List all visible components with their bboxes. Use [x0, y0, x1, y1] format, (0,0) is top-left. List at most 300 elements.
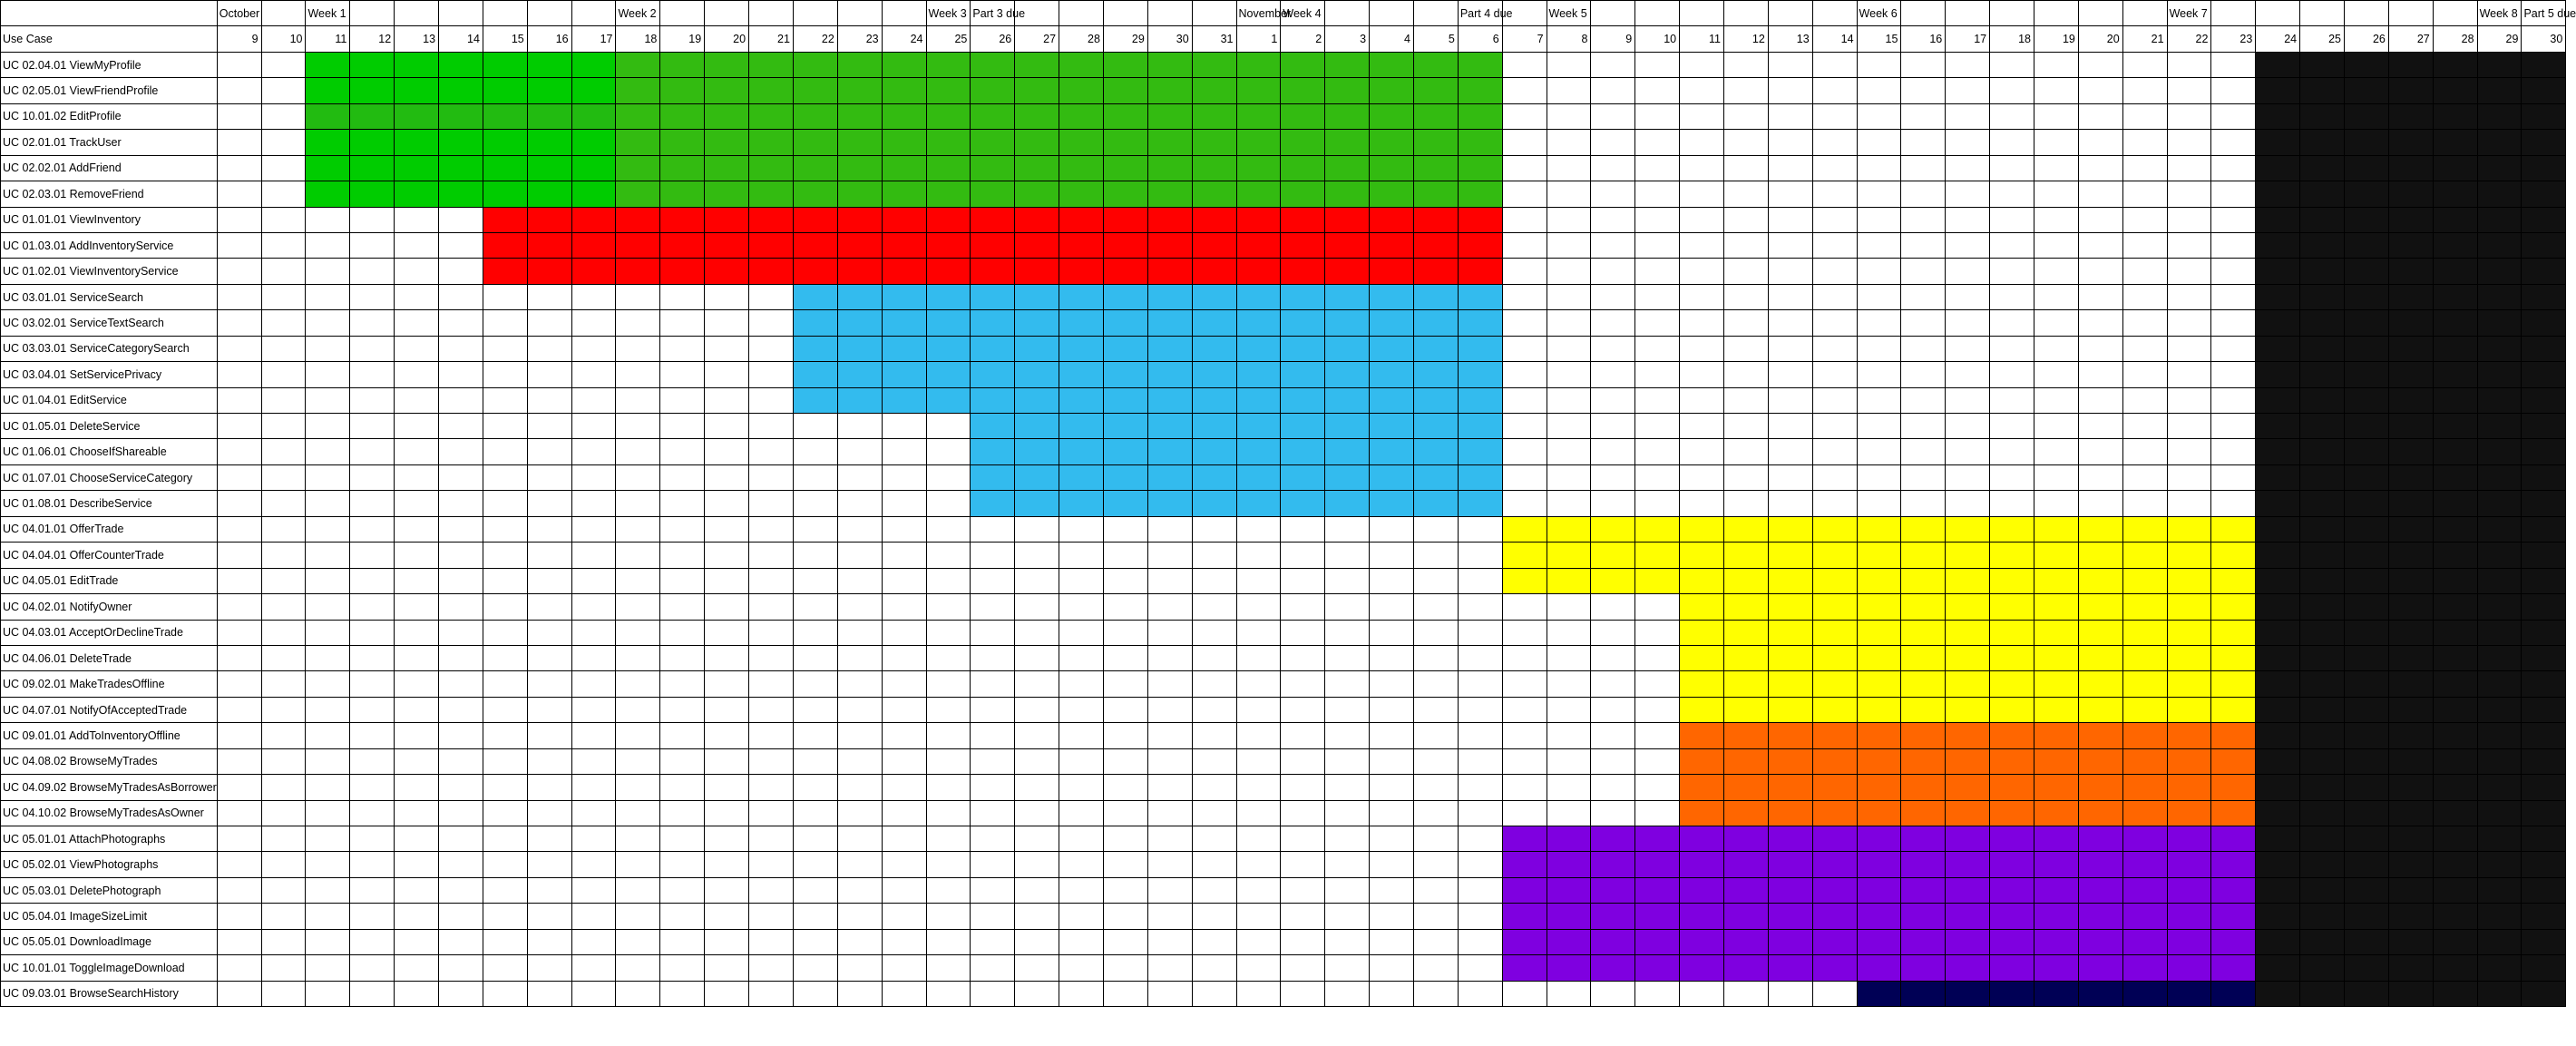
- blocked-cell[interactable]: [2388, 826, 2433, 852]
- date-header-cell[interactable]: 14: [439, 26, 483, 52]
- gantt-bar-cell[interactable]: [1325, 439, 1370, 464]
- gantt-bar-cell[interactable]: [971, 78, 1015, 103]
- gantt-bar-cell[interactable]: [1281, 232, 1325, 258]
- empty-cell[interactable]: [2122, 155, 2167, 181]
- empty-cell[interactable]: [350, 232, 395, 258]
- empty-cell[interactable]: [882, 775, 926, 800]
- gantt-bar-cell[interactable]: [1325, 78, 1370, 103]
- empty-cell[interactable]: [1370, 852, 1414, 877]
- empty-cell[interactable]: [1946, 103, 1990, 129]
- blocked-cell[interactable]: [2345, 284, 2389, 309]
- empty-cell[interactable]: [926, 439, 971, 464]
- empty-cell[interactable]: [2345, 1, 2389, 26]
- empty-cell[interactable]: [1591, 155, 1635, 181]
- empty-cell[interactable]: [1370, 929, 1414, 954]
- blocked-cell[interactable]: [2256, 620, 2300, 645]
- gantt-bar-cell[interactable]: [1502, 516, 1547, 542]
- gantt-bar-cell[interactable]: [1192, 491, 1236, 516]
- empty-cell[interactable]: [1547, 671, 1591, 697]
- empty-cell[interactable]: [1147, 775, 1192, 800]
- empty-cell[interactable]: [527, 594, 571, 620]
- empty-cell[interactable]: [1147, 904, 1192, 929]
- blocked-cell[interactable]: [2345, 671, 2389, 697]
- empty-cell[interactable]: [1591, 671, 1635, 697]
- blocked-cell[interactable]: [2433, 671, 2477, 697]
- empty-cell[interactable]: [749, 439, 794, 464]
- date-header-cell[interactable]: 20: [705, 26, 749, 52]
- empty-cell[interactable]: [1103, 904, 1147, 929]
- empty-cell[interactable]: [350, 259, 395, 284]
- empty-cell[interactable]: [217, 877, 261, 903]
- empty-cell[interactable]: [527, 877, 571, 903]
- empty-cell[interactable]: [660, 877, 705, 903]
- empty-cell[interactable]: [1103, 852, 1147, 877]
- empty-cell[interactable]: [217, 852, 261, 877]
- empty-cell[interactable]: [1458, 723, 1502, 748]
- empty-cell[interactable]: [749, 929, 794, 954]
- gantt-bar-cell[interactable]: [2034, 748, 2078, 774]
- empty-cell[interactable]: [1591, 78, 1635, 103]
- gantt-bar-cell[interactable]: [2034, 620, 2078, 645]
- empty-cell[interactable]: [2034, 362, 2078, 387]
- blocked-cell[interactable]: [2433, 78, 2477, 103]
- empty-cell[interactable]: [1413, 826, 1458, 852]
- empty-cell[interactable]: [705, 568, 749, 593]
- gantt-bar-cell[interactable]: [2122, 697, 2167, 722]
- empty-cell[interactable]: [660, 800, 705, 826]
- blocked-cell[interactable]: [2300, 594, 2345, 620]
- gantt-bar-cell[interactable]: [2122, 929, 2167, 954]
- blocked-cell[interactable]: [2388, 310, 2433, 336]
- empty-cell[interactable]: [1325, 852, 1370, 877]
- empty-cell[interactable]: [350, 284, 395, 309]
- gantt-bar-cell[interactable]: [882, 310, 926, 336]
- gantt-bar-cell[interactable]: [1946, 877, 1990, 903]
- empty-cell[interactable]: [837, 594, 882, 620]
- gantt-bar-cell[interactable]: [705, 130, 749, 155]
- gantt-bar-cell[interactable]: [882, 181, 926, 207]
- empty-cell[interactable]: [1680, 259, 1724, 284]
- gantt-bar-cell[interactable]: [1946, 981, 1990, 1006]
- empty-cell[interactable]: [2122, 232, 2167, 258]
- empty-cell[interactable]: [2034, 78, 2078, 103]
- empty-cell[interactable]: [926, 414, 971, 439]
- gantt-bar-cell[interactable]: [1723, 929, 1768, 954]
- empty-cell[interactable]: [1812, 130, 1857, 155]
- gantt-bar-cell[interactable]: [1147, 284, 1192, 309]
- gantt-bar-cell[interactable]: [1192, 103, 1236, 129]
- empty-cell[interactable]: [705, 439, 749, 464]
- empty-cell[interactable]: [350, 464, 395, 490]
- gantt-bar-cell[interactable]: [616, 259, 660, 284]
- gantt-bar-cell[interactable]: [971, 52, 1015, 77]
- empty-cell[interactable]: [1502, 155, 1547, 181]
- empty-cell[interactable]: [1015, 594, 1059, 620]
- empty-cell[interactable]: [261, 414, 306, 439]
- empty-cell[interactable]: [217, 671, 261, 697]
- empty-cell[interactable]: [1635, 207, 1680, 232]
- empty-cell[interactable]: [306, 852, 350, 877]
- gantt-bar-cell[interactable]: [1458, 491, 1502, 516]
- empty-cell[interactable]: [2122, 310, 2167, 336]
- blocked-cell[interactable]: [2433, 155, 2477, 181]
- blocked-cell[interactable]: [2477, 671, 2522, 697]
- empty-cell[interactable]: [1635, 620, 1680, 645]
- empty-cell[interactable]: [926, 620, 971, 645]
- empty-cell[interactable]: [882, 904, 926, 929]
- empty-cell[interactable]: [882, 1, 926, 26]
- empty-cell[interactable]: [1547, 775, 1591, 800]
- empty-cell[interactable]: [971, 852, 1015, 877]
- empty-cell[interactable]: [483, 826, 527, 852]
- empty-cell[interactable]: [483, 697, 527, 722]
- gantt-bar-cell[interactable]: [1281, 310, 1325, 336]
- timeline-label[interactable]: [1458, 1, 1513, 26]
- empty-cell[interactable]: [1458, 826, 1502, 852]
- blocked-cell[interactable]: [2300, 207, 2345, 232]
- empty-cell[interactable]: [1370, 800, 1414, 826]
- empty-cell[interactable]: [705, 826, 749, 852]
- blocked-cell[interactable]: [2433, 439, 2477, 464]
- empty-cell[interactable]: [1635, 645, 1680, 670]
- gantt-bar-cell[interactable]: [1635, 955, 1680, 981]
- empty-cell[interactable]: [2034, 1, 2078, 26]
- gantt-bar-cell[interactable]: [1059, 439, 1104, 464]
- empty-cell[interactable]: [926, 826, 971, 852]
- gantt-bar-cell[interactable]: [1192, 310, 1236, 336]
- empty-cell[interactable]: [793, 981, 837, 1006]
- empty-cell[interactable]: [749, 904, 794, 929]
- gantt-bar-cell[interactable]: [926, 78, 971, 103]
- empty-cell[interactable]: [705, 981, 749, 1006]
- gantt-bar-cell[interactable]: [1768, 929, 1812, 954]
- gantt-bar-cell[interactable]: [1103, 414, 1147, 439]
- blocked-cell[interactable]: [2477, 981, 2522, 1006]
- blocked-cell[interactable]: [2433, 103, 2477, 129]
- gantt-bar-cell[interactable]: [1680, 877, 1724, 903]
- empty-cell[interactable]: [483, 671, 527, 697]
- empty-cell[interactable]: [1723, 491, 1768, 516]
- gantt-bar-cell[interactable]: [1591, 904, 1635, 929]
- gantt-bar-cell[interactable]: [749, 52, 794, 77]
- blocked-cell[interactable]: [2433, 491, 2477, 516]
- empty-cell[interactable]: [1502, 748, 1547, 774]
- empty-cell[interactable]: [2211, 491, 2256, 516]
- empty-cell[interactable]: [1147, 645, 1192, 670]
- empty-cell[interactable]: [1236, 723, 1281, 748]
- gantt-bar-cell[interactable]: [1635, 543, 1680, 568]
- empty-cell[interactable]: [217, 516, 261, 542]
- empty-cell[interactable]: [306, 491, 350, 516]
- empty-cell[interactable]: [2167, 103, 2211, 129]
- empty-cell[interactable]: [1325, 981, 1370, 1006]
- empty-cell[interactable]: [616, 284, 660, 309]
- gantt-bar-cell[interactable]: [1236, 362, 1281, 387]
- gantt-bar-cell[interactable]: [1236, 414, 1281, 439]
- gantt-bar-cell[interactable]: [1103, 491, 1147, 516]
- empty-cell[interactable]: [527, 775, 571, 800]
- gantt-bar-cell[interactable]: [749, 78, 794, 103]
- gantt-bar-cell[interactable]: [395, 103, 439, 129]
- gantt-bar-cell[interactable]: [1015, 181, 1059, 207]
- empty-cell[interactable]: [1946, 387, 1990, 413]
- empty-cell[interactable]: [1990, 181, 2034, 207]
- timeline-label[interactable]: [616, 1, 660, 26]
- empty-cell[interactable]: [483, 800, 527, 826]
- empty-cell[interactable]: [971, 800, 1015, 826]
- gantt-bar-cell[interactable]: [1192, 155, 1236, 181]
- empty-cell[interactable]: [1059, 929, 1104, 954]
- gantt-bar-cell[interactable]: [1147, 439, 1192, 464]
- blocked-cell[interactable]: [2345, 310, 2389, 336]
- empty-cell[interactable]: [1502, 620, 1547, 645]
- empty-cell[interactable]: [1635, 130, 1680, 155]
- empty-cell[interactable]: [926, 981, 971, 1006]
- empty-cell[interactable]: [1192, 904, 1236, 929]
- empty-cell[interactable]: [1812, 259, 1857, 284]
- blocked-cell[interactable]: [2477, 130, 2522, 155]
- gantt-bar-cell[interactable]: [1946, 543, 1990, 568]
- empty-cell[interactable]: [2034, 414, 2078, 439]
- gantt-bar-cell[interactable]: [616, 232, 660, 258]
- empty-cell[interactable]: [2167, 336, 2211, 361]
- blocked-cell[interactable]: [2433, 181, 2477, 207]
- blocked-cell[interactable]: [2256, 155, 2300, 181]
- blocked-cell[interactable]: [2433, 362, 2477, 387]
- gantt-bar-cell[interactable]: [1812, 645, 1857, 670]
- empty-cell[interactable]: [1059, 800, 1104, 826]
- empty-cell[interactable]: [1370, 697, 1414, 722]
- gantt-bar-cell[interactable]: [749, 207, 794, 232]
- empty-cell[interactable]: [1946, 310, 1990, 336]
- empty-cell[interactable]: [1103, 568, 1147, 593]
- empty-cell[interactable]: [1059, 516, 1104, 542]
- empty-cell[interactable]: [439, 310, 483, 336]
- empty-cell[interactable]: [1946, 259, 1990, 284]
- empty-cell[interactable]: [1059, 748, 1104, 774]
- empty-cell[interactable]: [571, 800, 616, 826]
- gantt-bar-cell[interactable]: [1768, 775, 1812, 800]
- blocked-cell[interactable]: [2256, 594, 2300, 620]
- blocked-cell[interactable]: [2388, 516, 2433, 542]
- empty-cell[interactable]: [350, 362, 395, 387]
- empty-cell[interactable]: [1059, 775, 1104, 800]
- empty-cell[interactable]: [971, 748, 1015, 774]
- blocked-cell[interactable]: [2256, 723, 2300, 748]
- gantt-bar-cell[interactable]: [1901, 645, 1946, 670]
- blocked-cell[interactable]: [2300, 464, 2345, 490]
- empty-cell[interactable]: [1901, 207, 1946, 232]
- empty-cell[interactable]: [616, 362, 660, 387]
- empty-cell[interactable]: [705, 491, 749, 516]
- empty-cell[interactable]: [1723, 78, 1768, 103]
- blocked-cell[interactable]: [2256, 181, 2300, 207]
- empty-cell[interactable]: [2078, 181, 2122, 207]
- gantt-bar-cell[interactable]: [1857, 723, 1901, 748]
- empty-cell[interactable]: [395, 362, 439, 387]
- gantt-bar-cell[interactable]: [1059, 362, 1104, 387]
- gantt-bar-cell[interactable]: [1370, 232, 1414, 258]
- empty-cell[interactable]: [439, 904, 483, 929]
- gantt-bar-cell[interactable]: [1015, 464, 1059, 490]
- empty-cell[interactable]: [1458, 852, 1502, 877]
- gantt-bar-cell[interactable]: [2122, 955, 2167, 981]
- empty-cell[interactable]: [571, 594, 616, 620]
- empty-cell[interactable]: [2167, 78, 2211, 103]
- gantt-bar-cell[interactable]: [926, 155, 971, 181]
- gantt-bar-cell[interactable]: [1281, 259, 1325, 284]
- empty-cell[interactable]: [1502, 981, 1547, 1006]
- empty-cell[interactable]: [571, 284, 616, 309]
- gantt-bar-cell[interactable]: [2167, 723, 2211, 748]
- gantt-bar-cell[interactable]: [571, 130, 616, 155]
- empty-cell[interactable]: [837, 491, 882, 516]
- empty-cell[interactable]: [1990, 310, 2034, 336]
- empty-cell[interactable]: [660, 775, 705, 800]
- gantt-bar-cell[interactable]: [1015, 414, 1059, 439]
- blocked-cell[interactable]: [2477, 181, 2522, 207]
- empty-cell[interactable]: [306, 414, 350, 439]
- empty-cell[interactable]: [926, 852, 971, 877]
- gantt-bar-cell[interactable]: [616, 155, 660, 181]
- gantt-bar-cell[interactable]: [350, 130, 395, 155]
- gantt-bar-cell[interactable]: [350, 155, 395, 181]
- empty-cell[interactable]: [306, 775, 350, 800]
- use-case-name[interactable]: UC 05.04.01 ImageSizeLimit: [1, 904, 218, 929]
- empty-cell[interactable]: [1768, 181, 1812, 207]
- empty-cell[interactable]: [439, 362, 483, 387]
- gantt-bar-cell[interactable]: [1015, 491, 1059, 516]
- empty-cell[interactable]: [1547, 981, 1591, 1006]
- empty-cell[interactable]: [439, 491, 483, 516]
- empty-cell[interactable]: [882, 748, 926, 774]
- gantt-bar-cell[interactable]: [882, 207, 926, 232]
- empty-cell[interactable]: [261, 103, 306, 129]
- blocked-cell[interactable]: [2477, 464, 2522, 490]
- empty-cell[interactable]: [616, 697, 660, 722]
- empty-cell[interactable]: [350, 310, 395, 336]
- empty-cell[interactable]: [261, 904, 306, 929]
- empty-cell[interactable]: [483, 491, 527, 516]
- empty-cell[interactable]: [1812, 155, 1857, 181]
- timeline-label[interactable]: [1547, 1, 1591, 26]
- empty-cell[interactable]: [1591, 130, 1635, 155]
- gantt-bar-cell[interactable]: [1192, 336, 1236, 361]
- empty-cell[interactable]: [306, 594, 350, 620]
- empty-cell[interactable]: [2122, 464, 2167, 490]
- gantt-bar-cell[interactable]: [793, 130, 837, 155]
- blocked-cell[interactable]: [2300, 775, 2345, 800]
- timeline-label[interactable]: [217, 1, 261, 26]
- gantt-bar-cell[interactable]: [2078, 852, 2122, 877]
- empty-cell[interactable]: [571, 955, 616, 981]
- gantt-bar-cell[interactable]: [1857, 800, 1901, 826]
- empty-cell[interactable]: [837, 645, 882, 670]
- use-case-name[interactable]: UC 04.08.02 BrowseMyTrades: [1, 748, 218, 774]
- blocked-cell[interactable]: [2300, 284, 2345, 309]
- gantt-bar-cell[interactable]: [1768, 594, 1812, 620]
- empty-cell[interactable]: [2388, 1, 2433, 26]
- empty-cell[interactable]: [2034, 387, 2078, 413]
- empty-cell[interactable]: [395, 439, 439, 464]
- empty-cell[interactable]: [660, 671, 705, 697]
- empty-cell[interactable]: [1370, 1, 1414, 26]
- empty-cell[interactable]: [439, 723, 483, 748]
- blocked-cell[interactable]: [2522, 155, 2566, 181]
- empty-cell[interactable]: [2167, 130, 2211, 155]
- timeline-label[interactable]: [1857, 1, 1901, 26]
- empty-cell[interactable]: [837, 671, 882, 697]
- blocked-cell[interactable]: [2345, 852, 2389, 877]
- empty-cell[interactable]: [1680, 232, 1724, 258]
- gantt-bar-cell[interactable]: [1680, 852, 1724, 877]
- empty-cell[interactable]: [1192, 568, 1236, 593]
- gantt-bar-cell[interactable]: [1103, 259, 1147, 284]
- empty-cell[interactable]: [2433, 1, 2477, 26]
- date-header-cell[interactable]: 21: [749, 26, 794, 52]
- date-header-cell[interactable]: 10: [261, 26, 306, 52]
- empty-cell[interactable]: [350, 207, 395, 232]
- empty-cell[interactable]: [660, 826, 705, 852]
- gantt-bar-cell[interactable]: [971, 181, 1015, 207]
- gantt-bar-cell[interactable]: [306, 52, 350, 77]
- empty-cell[interactable]: [261, 232, 306, 258]
- gantt-bar-cell[interactable]: [971, 259, 1015, 284]
- gantt-bar-cell[interactable]: [1768, 723, 1812, 748]
- gantt-bar-cell[interactable]: [1857, 645, 1901, 670]
- blocked-cell[interactable]: [2256, 414, 2300, 439]
- gantt-bar-cell[interactable]: [1990, 929, 2034, 954]
- empty-cell[interactable]: [1502, 414, 1547, 439]
- empty-cell[interactable]: [483, 877, 527, 903]
- empty-cell[interactable]: [2167, 207, 2211, 232]
- empty-cell[interactable]: [1059, 594, 1104, 620]
- empty-cell[interactable]: [1768, 130, 1812, 155]
- gantt-bar-cell[interactable]: [2122, 981, 2167, 1006]
- empty-cell[interactable]: [1857, 52, 1901, 77]
- gantt-bar-cell[interactable]: [1901, 904, 1946, 929]
- empty-cell[interactable]: [1547, 362, 1591, 387]
- blocked-cell[interactable]: [2522, 284, 2566, 309]
- gantt-bar-cell[interactable]: [1192, 130, 1236, 155]
- empty-cell[interactable]: [1547, 52, 1591, 77]
- gantt-bar-cell[interactable]: [306, 130, 350, 155]
- gantt-bar-cell[interactable]: [1946, 620, 1990, 645]
- empty-cell[interactable]: [395, 1, 439, 26]
- empty-cell[interactable]: [1901, 1, 1946, 26]
- gantt-bar-cell[interactable]: [1325, 103, 1370, 129]
- empty-cell[interactable]: [217, 543, 261, 568]
- empty-cell[interactable]: [483, 775, 527, 800]
- empty-cell[interactable]: [2167, 439, 2211, 464]
- empty-cell[interactable]: [261, 826, 306, 852]
- empty-cell[interactable]: [1147, 516, 1192, 542]
- empty-cell[interactable]: [1103, 516, 1147, 542]
- gantt-bar-cell[interactable]: [1103, 362, 1147, 387]
- gantt-bar-cell[interactable]: [1015, 336, 1059, 361]
- empty-cell[interactable]: [1370, 775, 1414, 800]
- gantt-bar-cell[interactable]: [1901, 697, 1946, 722]
- empty-cell[interactable]: [882, 800, 926, 826]
- empty-cell[interactable]: [660, 284, 705, 309]
- empty-cell[interactable]: [1768, 336, 1812, 361]
- gantt-bar-cell[interactable]: [1901, 981, 1946, 1006]
- blocked-cell[interactable]: [2388, 800, 2433, 826]
- empty-cell[interactable]: [2211, 259, 2256, 284]
- empty-cell[interactable]: [1502, 310, 1547, 336]
- gantt-bar-cell[interactable]: [527, 130, 571, 155]
- empty-cell[interactable]: [1812, 284, 1857, 309]
